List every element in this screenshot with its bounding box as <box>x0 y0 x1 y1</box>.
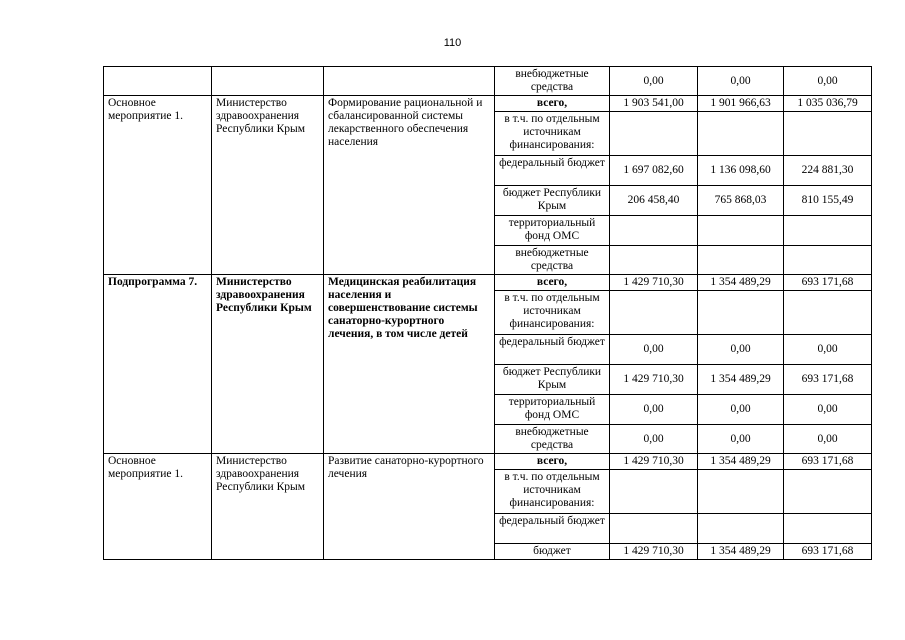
source-cell: территориальный фонд ОМС <box>495 395 610 425</box>
value-cell <box>698 246 784 275</box>
value-cell: 693 171,68 <box>784 544 872 560</box>
source-cell: внебюджетные средства <box>495 67 610 96</box>
value-cell: 1 035 036,79 <box>784 96 872 112</box>
value-cell: 693 171,68 <box>784 365 872 395</box>
value-cell: 206 458,40 <box>610 186 698 216</box>
value-cell: 0,00 <box>784 425 872 454</box>
value-cell: 1 429 710,30 <box>610 275 698 291</box>
value-cell: 810 155,49 <box>784 186 872 216</box>
value-cell: 0,00 <box>698 335 784 365</box>
source-cell: внебюджетные средства <box>495 246 610 275</box>
value-cell: 0,00 <box>698 425 784 454</box>
source-cell: всего, <box>495 454 610 470</box>
item-description: Формирование рациональной и сбалансированной системы лекарственного обеспечения населения <box>324 96 495 275</box>
value-cell <box>698 291 784 335</box>
value-cell: 0,00 <box>698 67 784 96</box>
source-cell: бюджет Республики Крым <box>495 186 610 216</box>
source-cell: всего, <box>495 96 610 112</box>
source-cell: в т.ч. по отдельным источникам финансирования: <box>495 291 610 335</box>
value-cell: 0,00 <box>610 425 698 454</box>
source-cell: федеральный бюджет <box>495 156 610 186</box>
value-cell: 1 354 489,29 <box>698 275 784 291</box>
empty-cell <box>324 67 495 96</box>
empty-cell <box>212 67 324 96</box>
source-cell: внебюджетные средства <box>495 425 610 454</box>
value-cell: 0,00 <box>784 67 872 96</box>
executor-cell: Министерство здравоохранения Республики Крым <box>212 96 324 275</box>
value-cell: 0,00 <box>610 335 698 365</box>
item-description: Развитие санаторно-курортного лечения <box>324 454 495 560</box>
value-cell: 1 429 710,30 <box>610 365 698 395</box>
table-row <box>104 275 872 291</box>
subprogram-description: Медицинская реабилитация населения и совершенствование системы санаторно-курортного лечения, в том числе детей <box>324 275 495 454</box>
value-cell <box>610 112 698 156</box>
source-cell: федеральный бюджет <box>495 335 610 365</box>
value-cell <box>698 470 784 514</box>
value-cell: 1 429 710,30 <box>610 454 698 470</box>
value-cell <box>698 216 784 246</box>
value-cell: 0,00 <box>698 395 784 425</box>
value-cell <box>610 514 698 544</box>
value-cell <box>610 216 698 246</box>
value-cell <box>698 112 784 156</box>
source-cell: в т.ч. по отдельным источникам финансирования: <box>495 112 610 156</box>
value-cell: 1 429 710,30 <box>610 544 698 560</box>
value-cell: 0,00 <box>610 67 698 96</box>
page-number: 110 <box>443 37 462 49</box>
value-cell: 1 354 489,29 <box>698 454 784 470</box>
executor-cell: Министерство здравоохранения Республики Крым <box>212 454 324 560</box>
empty-cell <box>104 67 212 96</box>
source-cell: в т.ч. по отдельным источникам финансирования: <box>495 470 610 514</box>
value-cell <box>610 470 698 514</box>
table-row <box>104 454 872 470</box>
value-cell <box>784 216 872 246</box>
table-row <box>104 67 872 96</box>
value-cell: 1 903 541,00 <box>610 96 698 112</box>
source-cell: территориальный фонд ОМС <box>495 216 610 246</box>
source-cell: бюджет <box>495 544 610 560</box>
subprogram-title: Подпрограмма 7. <box>104 275 212 454</box>
value-cell: 693 171,68 <box>784 454 872 470</box>
value-cell: 1 354 489,29 <box>698 365 784 395</box>
value-cell: 1 136 098,60 <box>698 156 784 186</box>
value-cell: 224 881,30 <box>784 156 872 186</box>
value-cell <box>698 514 784 544</box>
item-title: Основное мероприятие 1. <box>104 96 212 275</box>
executor-cell: Министерство здравоохранения Республики Крым <box>212 275 324 454</box>
value-cell: 1 901 966,63 <box>698 96 784 112</box>
value-cell: 1 354 489,29 <box>698 544 784 560</box>
source-cell: бюджет Республики Крым <box>495 365 610 395</box>
value-cell: 0,00 <box>610 395 698 425</box>
value-cell: 0,00 <box>784 335 872 365</box>
value-cell <box>784 112 872 156</box>
value-cell <box>784 514 872 544</box>
financing-table <box>103 66 872 560</box>
value-cell: 0,00 <box>784 395 872 425</box>
value-cell: 765 868,03 <box>698 186 784 216</box>
value-cell <box>610 291 698 335</box>
value-cell: 693 171,68 <box>784 275 872 291</box>
source-cell: федеральный бюджет <box>495 514 610 544</box>
value-cell <box>610 246 698 275</box>
table-row <box>104 96 872 112</box>
item-title: Основное мероприятие 1. <box>104 454 212 560</box>
value-cell <box>784 470 872 514</box>
value-cell: 1 697 082,60 <box>610 156 698 186</box>
source-cell: всего, <box>495 275 610 291</box>
value-cell <box>784 246 872 275</box>
value-cell <box>784 291 872 335</box>
